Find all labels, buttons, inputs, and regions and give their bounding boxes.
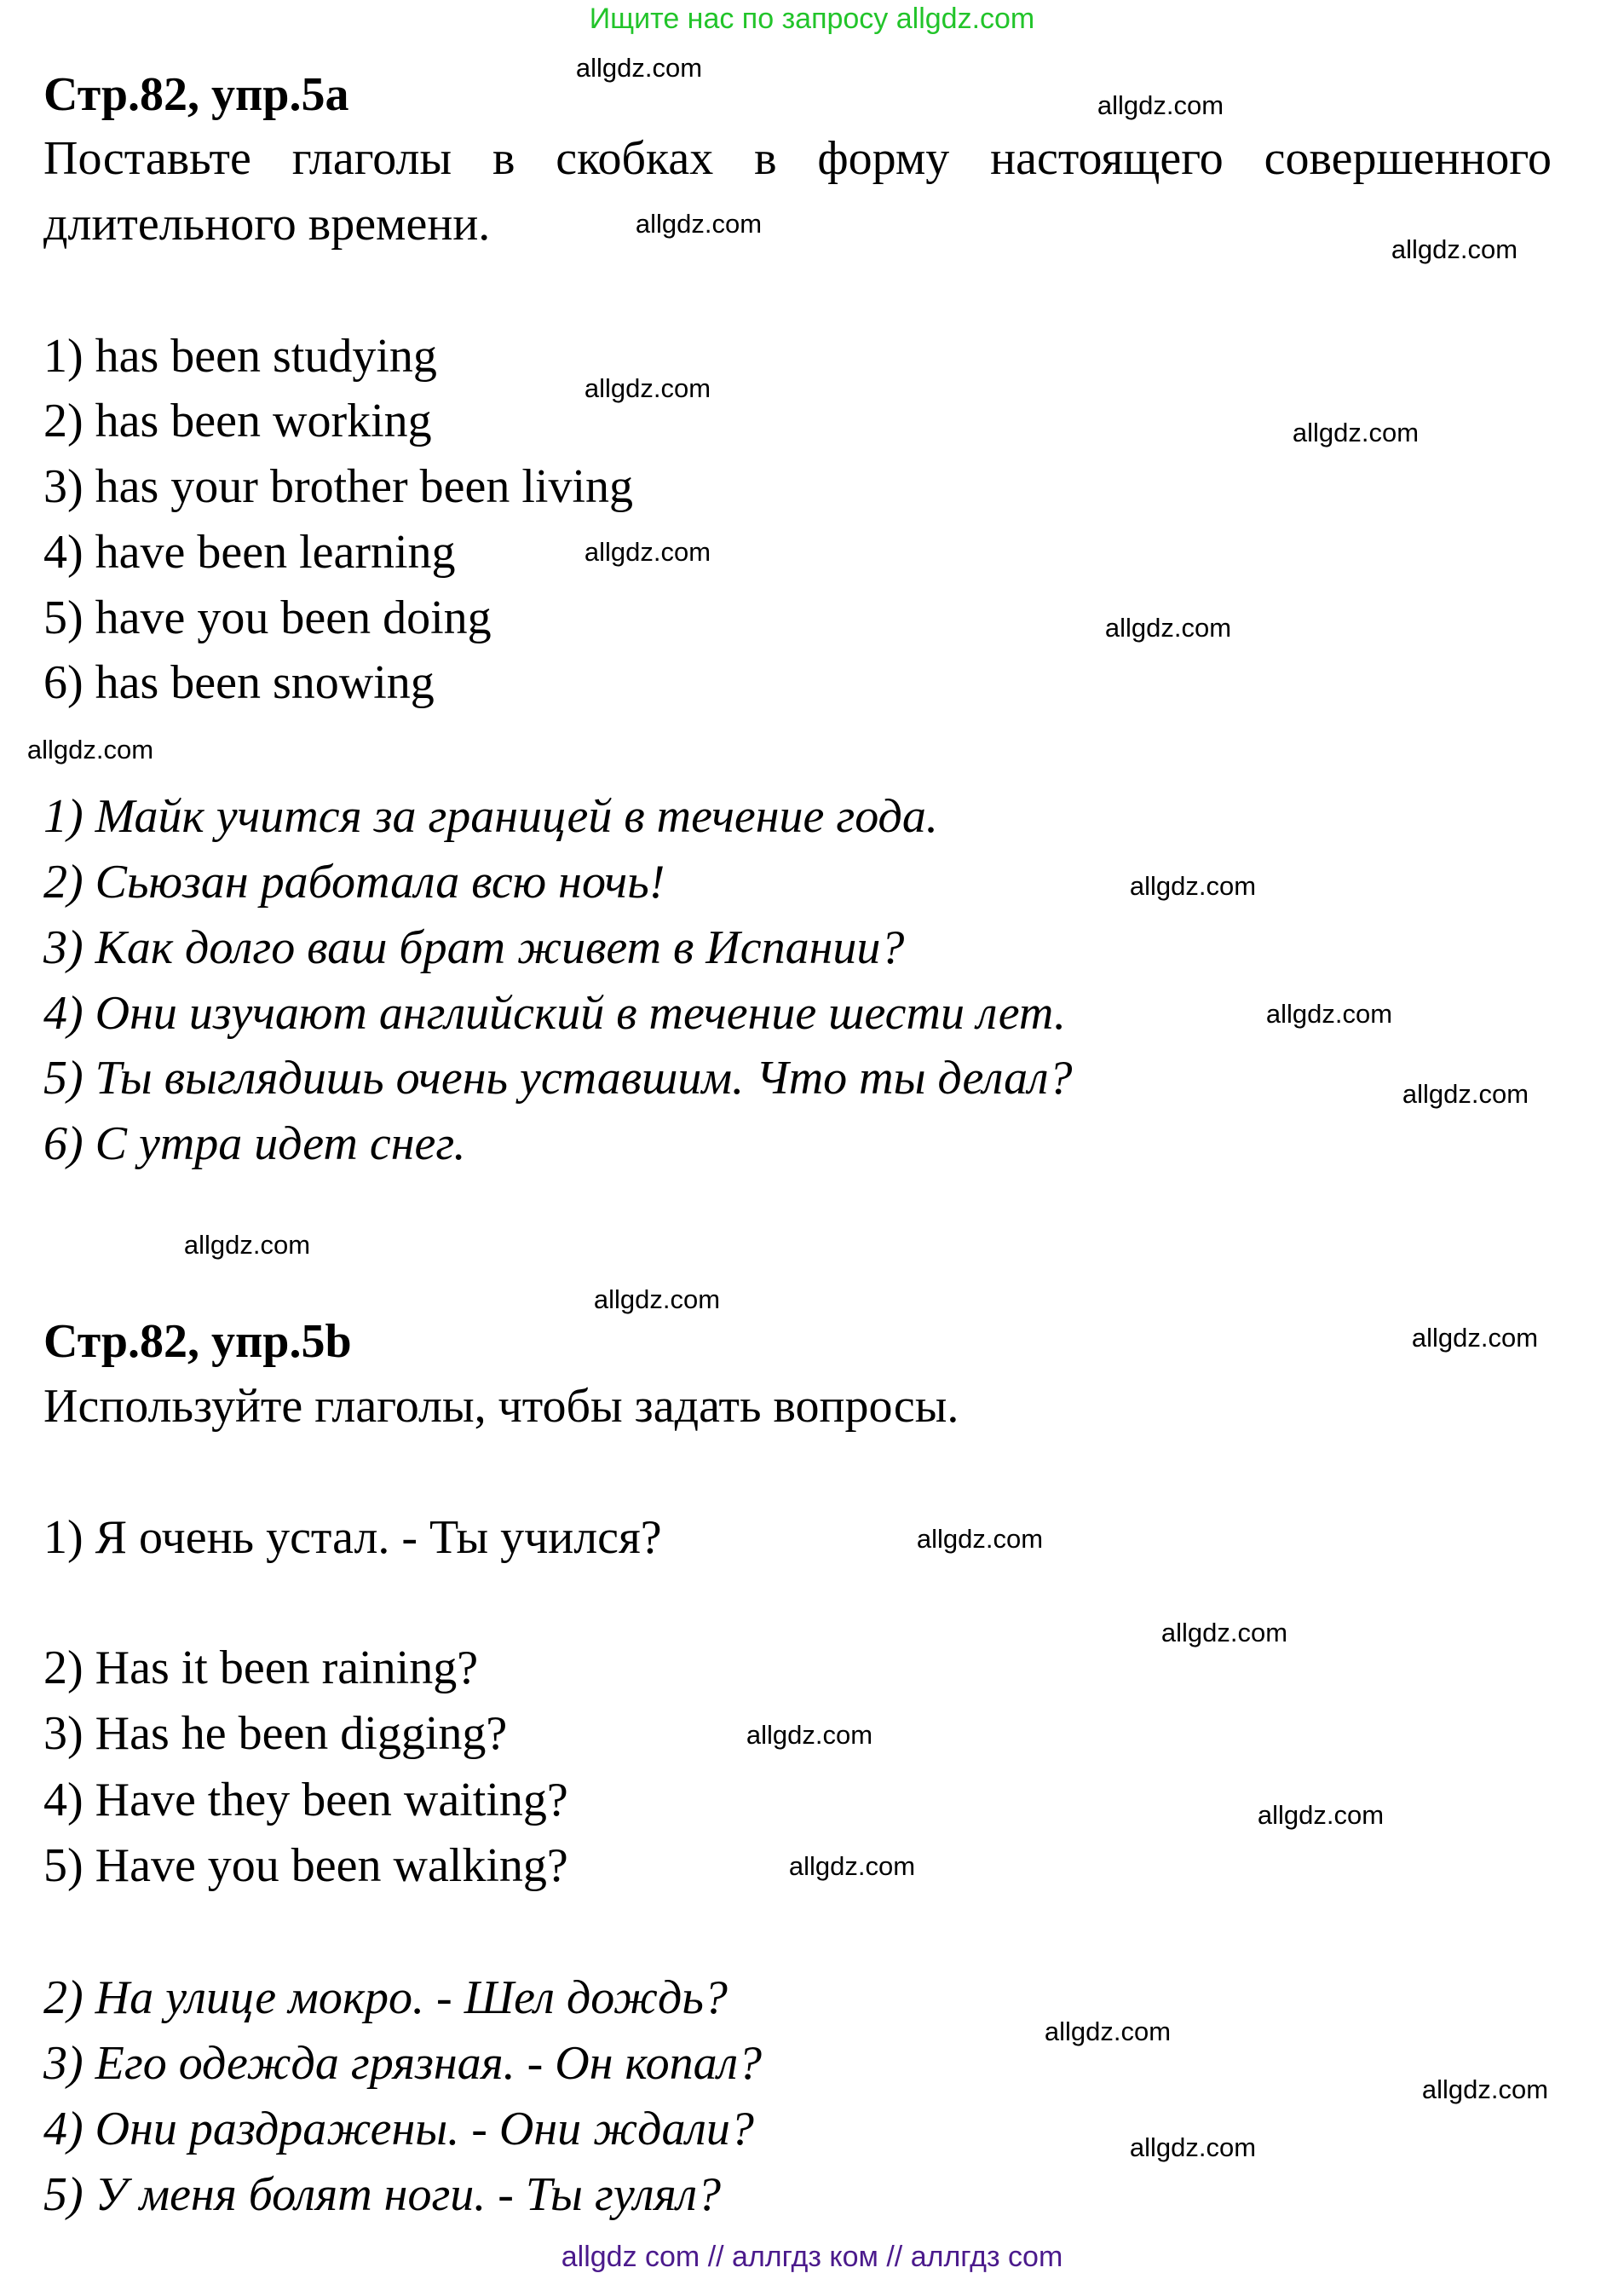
- translation-5a-6: 6) С утра идет снег.: [43, 1117, 466, 1170]
- answer-5a-3: 3) has your brother been living: [43, 460, 634, 513]
- answer-5a-5: 5) have you been doing: [43, 591, 492, 644]
- example-5b-1: 1) Я очень устал. - Ты учился?: [43, 1511, 662, 1564]
- watermark: allgdz.com: [183, 1230, 311, 1260]
- exercise-5b-instruction: Используйте глаголы, чтобы задать вопросы.: [43, 1380, 959, 1433]
- translation-5a-5: 5) Ты выглядишь очень уставшим. Что ты делал?: [43, 1052, 1073, 1105]
- watermark: allgdz.com: [1391, 234, 1518, 264]
- translation-5a-3: 3) Как долго ваш брат живет в Испании?: [43, 921, 905, 974]
- translation-5a-2: 2) Сьюзан работала всю ночь!: [43, 856, 665, 909]
- translation-5b-3: 3) Его одежда грязная. - Он копал?: [43, 2037, 763, 2090]
- translation-5a-4: 4) Они изучают английский в течение шести лет.: [43, 987, 1067, 1040]
- watermark: allgdz.com: [584, 537, 711, 567]
- watermark: allgdz.com: [916, 1524, 1044, 1554]
- watermark: allgdz.com: [1421, 2074, 1549, 2104]
- translation-5b-2: 2) На улице мокро. - Шел дождь?: [43, 1971, 728, 2024]
- footer-link[interactable]: allgdz com // аллгдз ком // аллгдз com: [561, 2241, 1063, 2273]
- watermark: allgdz.com: [593, 1284, 721, 1314]
- watermark: allgdz.com: [1129, 2132, 1257, 2162]
- watermark: allgdz.com: [1292, 418, 1420, 447]
- watermark: allgdz.com: [1097, 90, 1224, 120]
- exercise-5a-instruction-line2: длительного времени.: [43, 198, 491, 251]
- answer-5a-1: 1) has been studying: [43, 330, 437, 383]
- translation-5b-5: 5) У меня болят ноги. - Ты гулял?: [43, 2168, 722, 2221]
- translation-5b-4: 4) Они раздражены. - Они ждали?: [43, 2103, 754, 2155]
- search-hint-header: Ищите нас по запросу allgdz.com: [589, 3, 1035, 35]
- exercise-5b-title: Стр.82, упр.5b: [43, 1315, 352, 1368]
- answer-5a-4: 4) have been learning: [43, 526, 456, 579]
- exercise-5a-title: Стр.82, упр.5a: [43, 68, 349, 121]
- watermark: allgdz.com: [575, 53, 703, 83]
- watermark: allgdz.com: [1257, 1800, 1385, 1830]
- answer-5b-4: 4) Have they been waiting?: [43, 1774, 568, 1826]
- watermark: allgdz.com: [584, 373, 711, 403]
- answer-5a-2: 2) has been working: [43, 395, 432, 447]
- watermark: allgdz.com: [1411, 1323, 1539, 1353]
- translation-5a-1: 1) Майк учится за границей в течение года.: [43, 790, 938, 843]
- watermark: allgdz.com: [746, 1720, 873, 1750]
- watermark: allgdz.com: [1044, 2016, 1172, 2046]
- answer-5b-5: 5) Have you been walking?: [43, 1839, 568, 1892]
- watermark: allgdz.com: [1104, 613, 1232, 643]
- answer-5a-6: 6) has been snowing: [43, 656, 435, 709]
- watermark: allgdz.com: [1265, 999, 1393, 1029]
- watermark: allgdz.com: [788, 1851, 916, 1881]
- watermark: allgdz.com: [1160, 1618, 1288, 1647]
- watermark: allgdz.com: [1129, 871, 1257, 901]
- watermark: allgdz.com: [1402, 1079, 1529, 1109]
- exercise-5a-instruction-line1: Поставьте глаголы в скобках в форму настоящего совершенного: [43, 132, 1552, 185]
- answer-5b-3: 3) Has he been digging?: [43, 1707, 508, 1760]
- watermark: allgdz.com: [26, 735, 154, 764]
- watermark: allgdz.com: [635, 209, 763, 239]
- answer-5b-2: 2) Has it been raining?: [43, 1641, 479, 1694]
